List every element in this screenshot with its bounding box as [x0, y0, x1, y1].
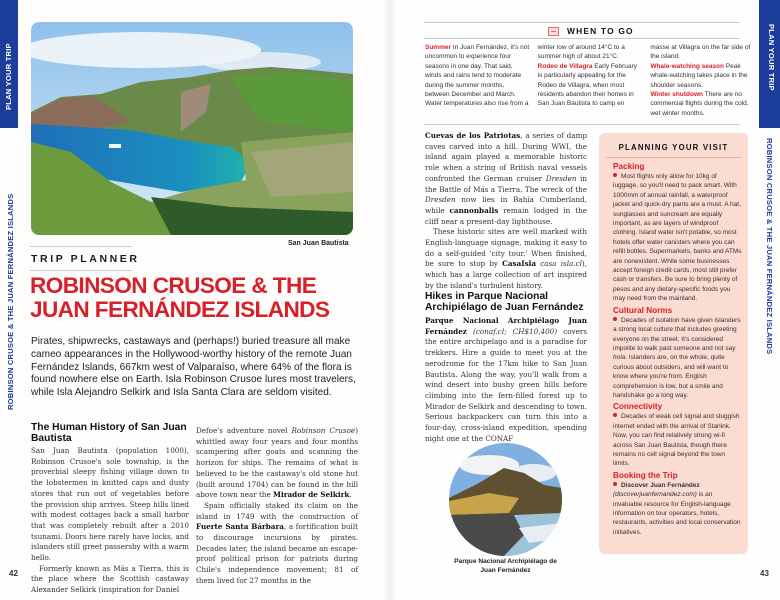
poi-fuerte-santa-barbara: Fuerte Santa Bárbara [196, 522, 284, 532]
cultural-norms-heading: Cultural Norms [613, 305, 673, 315]
season-text-whale: Peak whale-watching takes place in the shoulder seasons. [650, 62, 748, 89]
history-paragraph [196, 426, 358, 501]
divider [424, 38, 740, 39]
divider [424, 124, 740, 125]
packing-heading: Packing [613, 162, 645, 171]
resource-url: (discoverjuanfernandez.com) [613, 491, 697, 499]
body-text: These historic sites are well marked with English-language signage, making it easy to do a self-guided 'city tour.' When finished, be sure to stop by [425, 227, 587, 269]
hikes-column [425, 316, 587, 444]
poi-cannonballs: cannonballs [449, 205, 499, 215]
planning-title: PLANNING YOUR VISIT [618, 143, 729, 152]
poi-casaisla: CasaIsla [502, 259, 537, 269]
season-text-rodeo: Early February is particularly appealing for the Rodeo de Villagra, when most residents abandon their homes in San Juan Bautista to camp en masse at Villagra on the far side of the island. [537, 44, 751, 108]
body-text: Spain officially staked its claim on the island in 1749 with the construction of [196, 500, 358, 521]
cultural-norms-text [613, 316, 743, 401]
divider [30, 246, 132, 247]
season-whale [650, 62, 755, 90]
divider [424, 22, 740, 23]
bullet-icon [613, 413, 617, 417]
connectivity-heading: Connectivity [613, 402, 663, 412]
poi-national-park: Parque Nacional Archipiélago Juan Fernández [425, 316, 587, 336]
history-column-2 [196, 426, 358, 587]
body-text: ) whittled away four years and four months scampering after goats and scanning the horizon for ships. The remains of what is believed to be the castaway's old stone hut (built around 1704) can be found in the hill above town near the [196, 426, 359, 500]
book-title: Robinson Crusoe [291, 426, 356, 435]
body-text: Decades of weak cell signal and sluggish internet ended with the arrival of Starlink. Now, you can find relatively strong wi-fi across San Juan Bautista, though there remains no cell signal beyond the town limits. [613, 413, 740, 468]
body-text: in the Battle of Más a Tierra. The wreck of the [425, 173, 587, 194]
poi-mirador-de-selkirk: Mirador de Selkirk [273, 490, 350, 500]
body-text: ), which has a large collection of art inspired by the island's turbulent history. [425, 259, 587, 290]
planning-body [613, 160, 743, 537]
body-text: covers the entire archipelago and is a paradise for trekkers. Hire a guide to meet you at the aerodrome for the 17km hike to San Juan Bautista. Along the way, you'll walk from a wind desert into bushy green hills before climbing into the fern-filled forest up to Mirador de Selkirk and descending to town. Serious backpackers can turn this into a four-day, cross-island expedition, spending night one at the CONAF [425, 326, 588, 443]
body-text: is an invaluable resource for English-language information on tour operators, hotels, restaurants, activities and local conservation initiatives. [613, 491, 741, 536]
body-text: Defoe's adventure novel [196, 426, 292, 435]
right-chapter-label: ROBINSON CRUSOE & THE JUAN FERNÁNDEZ ISLANDS [765, 138, 774, 355]
book-gutter [383, 0, 397, 600]
history-column-3 [425, 131, 587, 292]
bullet-icon [613, 173, 617, 177]
connectivity-text [613, 412, 743, 468]
when-to-go-body [425, 43, 755, 121]
season-label-winter: Winter shutdown [650, 91, 703, 99]
left-tab-label: PLAN YOUR TRIP [4, 43, 13, 110]
page-number-right: 43 [760, 569, 769, 578]
history-paragraph [196, 501, 358, 587]
left-chapter-label: ROBINSON CRUSOE & THE JUAN FERNÁNDEZ ISLANDS [6, 193, 15, 410]
bullet-icon [613, 317, 617, 321]
poi-cuevas-de-los-patriotas: Cuevas de los Patriotas [425, 131, 521, 140]
body-text: Decades of isolation have given islanders a strong local culture that includes greeting everyone on the street. It's considered impolite to walk past someone and not say [613, 316, 741, 352]
hikes-paragraph [425, 316, 587, 444]
hikes-heading: Hikes in Parque Nacional Archipiélago de Juan Fernández [425, 291, 584, 313]
body-text: . [349, 490, 352, 500]
season-label-rodeo: Rodeo de Villagra [537, 62, 593, 70]
body-text: now lies in Bahía Cumberland, while [425, 195, 587, 215]
hero-caption: San Juan Bautista [288, 240, 349, 247]
calendar-icon [548, 27, 559, 36]
season-text-winter: There are no commercial flights during the cold, wet winter months. [650, 91, 749, 117]
booking-heading: Booking the Trip [613, 470, 678, 480]
season-label-summer: Summer [425, 44, 452, 51]
round-photo-national-park [449, 443, 562, 556]
divider [606, 157, 741, 158]
history-column-1 [31, 446, 189, 596]
website-ref: casa isla.cl [536, 259, 582, 269]
packing-text [613, 172, 743, 304]
round-photo-caption: Parque Nacional Archipiélago de Juan Fernández [454, 558, 557, 574]
bullet-icon [613, 482, 617, 486]
page-number-left: 42 [9, 569, 18, 578]
section-label: TRIP PLANNER [31, 253, 140, 265]
body-text: Most flights only allow for 10kg of luggage, so you'll need to pack smart. With 1000mm of annual rainfall, a waterproof jacket and quick-dry pants are a must. A hat, sunglasses and suncream are equally important, as are layers of windproof clothing. Island water isn't potable, so most hotels offer water canisters where you can refill bottles. Supermarkets, banks and ATMs are nonexistent. While some businesses accept foreign credit cards, most still prefer cash or transfers. Be sure to bring plenty of pesos and any dietary-specific foods you may need from the mainland. [613, 173, 742, 303]
body-text: . Islanders are, on the whole, quite curious about outsiders, and will want to know where you're from. English comprehension is low, but a smile and handshake go a long way. [613, 354, 729, 399]
body-text: remain lodged in the cliff near a present-day lighthouse. [425, 205, 587, 226]
when-to-go-title: WHEN TO GO [567, 26, 634, 36]
hero-photo-san-juan-bautista [31, 22, 353, 235]
history-paragraph [425, 131, 587, 227]
ship-name: Dresden [425, 195, 456, 205]
history-paragraph: Formerly known as Más a Tierra, this is the place where the Scottish castaway Alexander Selkirk (inspiration for Daniel [31, 563, 189, 595]
right-tab-label: PLAN YOUR TRIP [767, 24, 776, 91]
body-text: , a fortification built to discourage incursions by pirates. Decades later, the island became an escape-proof political prison for patriots during Chile's independence movement; 81 of them lived for 27 months in the [196, 522, 359, 585]
intro-paragraph: Pirates, shipwrecks, castaways and (perhaps!) buried treasure all make cameo appearances in the Hollywood-worthy history of the remote Juan Fernández Islands, 667km west of Valparaíso, where 64% of the flora is found nowhere else on Earth. Isla Robinson Crusoe lures most travelers, while Isla Alejandro Selkirk and Isla Santa Clara are seldom visited. [31, 336, 356, 399]
resource-name: Discover Juan Fernández [621, 481, 700, 489]
word-hola: hola [613, 354, 626, 362]
history-paragraph: San Juan Bautista (population 1000), Robinson Crusoe's sole township, is the proverbial sleepy fishing village down to the lobstermen in knitted caps and dusty stores that run out of vegetables before the provision ship arrives. Steep hills lined with modest cottages back a small harbor that was completely rebuilt after a 2010 tsunami. Doors here rarely have locks, and islanders still greet passersby with a warm hello. [31, 446, 189, 563]
history-paragraph [425, 227, 587, 291]
season-label-whale: Whale-watching season [650, 62, 724, 70]
season-winter [650, 90, 755, 118]
body-text: , a series of damp caves carved into a hill. During WWI, the island again played a memorable historic role when a string of British naval vessels confronted the German cruiser [425, 131, 587, 183]
season-text-summer: In Juan Fernández, it's not uncommon to experience four seasons in one day. That said, winds and rains tend to moderate during the summer months, between December and March. Water temperatures also rise from a winter low of around 14°C to a summer high of about 21°C. [425, 44, 625, 108]
park-info: (conaf.cl; CH$10,400) [466, 326, 558, 336]
booking-text [613, 481, 743, 537]
page-title: ROBINSON CRUSOE & THE JUAN FERNÁNDEZ ISLANDS [30, 273, 330, 322]
when-to-go-header [548, 26, 634, 36]
history-heading: The Human History of San Juan Bautista [31, 422, 187, 444]
divider [30, 270, 132, 271]
ship-name: Dresden [545, 173, 577, 183]
